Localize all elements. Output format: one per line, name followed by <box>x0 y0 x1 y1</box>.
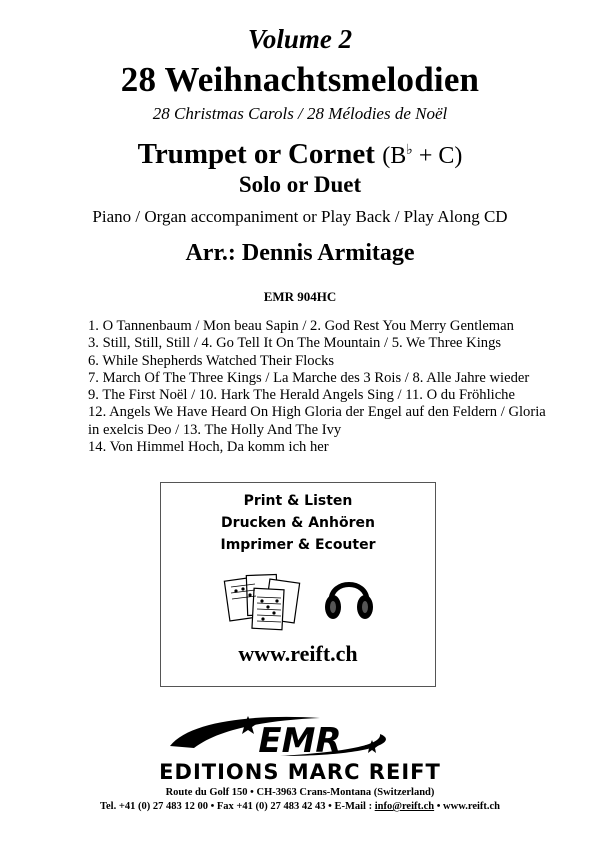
contents-line: 1. O Tannenbaum / Mon beau Sapin / 2. God Rest You Merry Gentleman <box>88 318 514 334</box>
contents-line: 9. The First Noël / 10. Hark The Herald Angels Sing / 11. O du Fröhliche <box>88 387 515 404</box>
sheet-music-icon <box>223 571 303 633</box>
volume-label: Volume 2 <box>247 24 353 54</box>
instrument-name: Trumpet or Cornet <box>137 138 375 170</box>
accompaniment-info: Piano / Organ accompaniment or Play Back / Play Along CD <box>92 207 508 226</box>
flat-sign: ♭ <box>406 143 413 158</box>
promo-url[interactable]: www.reift.ch <box>238 641 358 666</box>
main-title: 28 Weihnachtsmelodien <box>120 60 480 99</box>
promo-line-fr: Imprimer & Ecouter <box>220 537 376 553</box>
contents-line: 3. Still, Still, Still / 4. Go Tell It On The Mountain / 5. We Three Kings <box>88 335 502 352</box>
contact-website: • www.reift.ch <box>434 801 501 812</box>
contents-list <box>88 318 548 456</box>
publisher-contact <box>0 801 600 812</box>
contact-phone-fax: Tel. +41 (0) 27 483 12 00 • Fax +41 (0) 27 483 42 43 • E-Mail : <box>99 801 375 812</box>
arranger-credit: Arr.: Dennis Armitage <box>185 240 415 266</box>
emr-logo-text: EMR <box>258 721 342 760</box>
promo-line-en: Print & Listen <box>243 493 353 509</box>
instrument-title <box>0 138 600 171</box>
print-listen-box <box>160 482 436 687</box>
email-link[interactable]: info@reift.ch <box>374 801 435 812</box>
ensemble-label: Solo or Duet <box>238 172 362 197</box>
emr-logo <box>150 712 450 760</box>
contents-line: in exelcis Deo / 13. The Holly And The Ivy <box>88 421 342 438</box>
promo-line-de: Drucken & Anhören <box>221 515 375 531</box>
publisher-address: Route du Golf 150 • CH-3963 Crans-Montana (Switzerland) <box>165 787 435 798</box>
catalog-number: EMR 904HC <box>263 289 337 304</box>
instrument-key: (B♭ + C) <box>382 143 463 169</box>
contents-line: 12. Angels We Have Heard On High Gloria der Engel auf den Feldern / Gloria <box>88 404 546 421</box>
contents-line: 7. March Of The Three Kings / La Marche des 3 Rois / 8. Alle Jahre wieder <box>88 369 530 386</box>
publisher-name: EDITIONS MARC REIFT <box>159 760 441 784</box>
contents-line: 14. Von Himmel Hoch, Da komm ich her <box>88 439 329 456</box>
headphones-icon <box>323 565 375 625</box>
contents-line: 6. While Shepherds Watched Their Flocks <box>88 352 335 369</box>
subtitle: 28 Christmas Carols / 28 Mélodies de Noël <box>152 104 448 123</box>
